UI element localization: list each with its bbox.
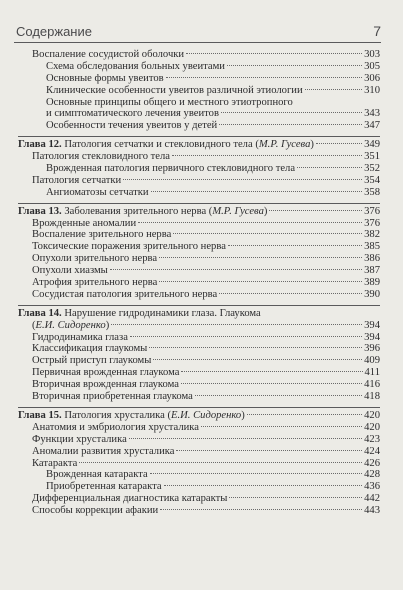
entry-page: 436 bbox=[364, 481, 380, 493]
dot-leader bbox=[228, 245, 362, 246]
dot-leader bbox=[173, 233, 362, 234]
dot-leader bbox=[150, 473, 362, 474]
entry-title: Классификация глаукомы bbox=[32, 343, 148, 355]
chapter-page: 349 bbox=[364, 139, 380, 151]
chapter-title: Глава 14. Нарушение гидродинамики глаза. Глаукома bbox=[18, 307, 261, 319]
dot-leader bbox=[219, 293, 362, 294]
entry-title: Ангиоматозы сетчатки bbox=[46, 186, 149, 198]
table-of-contents bbox=[18, 49, 380, 517]
entry-title: (Е.И. Сидоренко) bbox=[32, 319, 110, 331]
chapter-label: Глава 15. bbox=[18, 409, 62, 421]
dot-leader bbox=[159, 257, 362, 258]
entry-page: 305 bbox=[364, 60, 380, 72]
toc-entry bbox=[18, 505, 380, 517]
entry-page: 428 bbox=[364, 469, 380, 481]
toc-entry bbox=[18, 265, 380, 277]
entry-page: 409 bbox=[364, 355, 380, 367]
toc-entry bbox=[18, 391, 380, 403]
dot-leader bbox=[172, 155, 362, 156]
toc-entry bbox=[18, 85, 380, 97]
dot-leader bbox=[138, 222, 362, 223]
dot-leader bbox=[149, 347, 362, 348]
toc-entry bbox=[18, 422, 380, 434]
chapter-title: Глава 15. Патология хрусталика (Е.И. Сидоренко) bbox=[18, 409, 245, 421]
toc-entry bbox=[18, 49, 380, 61]
entry-page: 385 bbox=[364, 241, 380, 253]
dot-leader bbox=[219, 124, 362, 125]
entry-title: Катаракта bbox=[32, 457, 78, 469]
entry-page: 343 bbox=[364, 108, 380, 120]
chapter-heading bbox=[18, 139, 380, 151]
entry-page: 394 bbox=[364, 319, 380, 331]
entry-page: 382 bbox=[364, 229, 380, 241]
entry-page: 390 bbox=[364, 288, 380, 300]
entry-title: Сосудистая патология зрительного нерва bbox=[32, 288, 218, 300]
entry-title: Опухоли хиазмы bbox=[32, 265, 108, 277]
chapter-title: Глава 12. Патология сетчатки и стекловидного тела (М.Р. Гусева) bbox=[18, 139, 314, 151]
entry-title: Патология сетчатки bbox=[32, 174, 122, 186]
entry-title: Врожденная катаракта bbox=[46, 469, 148, 481]
toc-entry bbox=[18, 73, 380, 85]
toc-entry bbox=[18, 469, 380, 481]
dot-leader bbox=[159, 281, 362, 282]
entry-page: 426 bbox=[364, 457, 380, 469]
entry-title: Вторичная приобретенная глаукома bbox=[32, 391, 193, 403]
dot-leader bbox=[247, 414, 362, 415]
entry-title: Особенности течения увеитов у детей bbox=[46, 120, 218, 132]
chapter-label: Глава 13. bbox=[18, 205, 62, 217]
toc-section bbox=[18, 407, 380, 517]
toc-entry bbox=[18, 446, 380, 458]
toc-section bbox=[18, 49, 380, 132]
toc-entry bbox=[18, 289, 380, 301]
entry-page: 418 bbox=[364, 391, 380, 403]
toc-entry bbox=[18, 187, 380, 199]
toc-entry bbox=[18, 367, 380, 379]
toc-section bbox=[18, 136, 380, 198]
dot-leader bbox=[151, 191, 363, 192]
dot-leader bbox=[164, 485, 363, 486]
chapter-label: Глава 12. bbox=[18, 139, 62, 151]
dot-leader bbox=[130, 336, 362, 337]
toc-entry bbox=[18, 120, 380, 132]
entry-page: 306 bbox=[364, 72, 380, 84]
entry-page: 351 bbox=[364, 151, 380, 163]
toc-entry bbox=[18, 229, 380, 241]
dot-leader bbox=[305, 89, 362, 90]
dot-leader bbox=[181, 383, 362, 384]
chapter-page: 420 bbox=[364, 409, 380, 421]
entry-page: 411 bbox=[364, 367, 380, 379]
entry-title: Врожденные аномалии bbox=[32, 217, 137, 229]
chapter-heading bbox=[18, 206, 380, 218]
dot-leader bbox=[79, 462, 362, 463]
dot-leader bbox=[176, 450, 362, 451]
dot-leader bbox=[160, 509, 362, 510]
dot-leader bbox=[227, 65, 362, 66]
dot-leader bbox=[201, 426, 362, 427]
entry-page: 303 bbox=[364, 49, 380, 60]
entry-title: Первичная врожденная глаукома bbox=[32, 367, 180, 379]
toc-entry bbox=[18, 481, 380, 493]
dot-leader bbox=[297, 167, 362, 168]
dot-leader bbox=[229, 497, 362, 498]
chapter-author: Е.И. Сидоренко bbox=[35, 319, 106, 331]
chapter-author: Е.И. Сидоренко bbox=[171, 409, 242, 421]
entry-title: Приобретенная катаракта bbox=[46, 481, 162, 493]
toc-section bbox=[18, 203, 380, 301]
dot-leader bbox=[181, 371, 362, 372]
entry-page: 389 bbox=[364, 277, 380, 289]
entry-title: Способы коррекции афакии bbox=[32, 505, 159, 517]
toc-section bbox=[18, 305, 380, 403]
dot-leader bbox=[129, 438, 362, 439]
page-number: 7 bbox=[373, 23, 381, 39]
toc-entry bbox=[18, 175, 380, 187]
toc-entry bbox=[18, 355, 380, 367]
entry-page: 376 bbox=[364, 217, 380, 229]
entry-title: Острый приступ глаукомы bbox=[32, 355, 152, 367]
entry-page: 358 bbox=[364, 186, 380, 198]
dot-leader bbox=[123, 179, 362, 180]
toc-entry bbox=[18, 61, 380, 73]
entry-page: 386 bbox=[364, 253, 380, 265]
entry-title: Функции хрусталика bbox=[32, 433, 127, 445]
entry-page: 394 bbox=[364, 331, 380, 343]
toc-entry bbox=[18, 151, 380, 163]
toc-entry bbox=[18, 253, 380, 265]
entry-page: 443 bbox=[364, 505, 380, 517]
toc-entry bbox=[18, 108, 380, 120]
entry-page: 387 bbox=[364, 265, 380, 277]
entry-title: Гидродинамика глаза bbox=[32, 331, 128, 343]
entry-title: Основные принципы общего и местного этиотропного bbox=[46, 96, 293, 108]
chapter-page: 376 bbox=[364, 205, 380, 217]
chapter-title: Глава 13. Заболевания зрительного нерва (М.Р. Гусева) bbox=[18, 205, 268, 217]
entry-title: Вторичная врожденная глаукома bbox=[32, 379, 179, 391]
toc-entry bbox=[18, 332, 380, 344]
dot-leader bbox=[221, 112, 362, 113]
entry-title: Дифференциальная диагностика катаракты bbox=[32, 493, 228, 505]
entry-page: 352 bbox=[364, 163, 380, 175]
entry-title: Атрофия зрительного нерва bbox=[32, 277, 158, 289]
running-header bbox=[14, 20, 381, 43]
dot-leader bbox=[110, 269, 362, 270]
chapter-heading bbox=[18, 410, 380, 422]
entry-title: Токсические поражения зрительного нерва bbox=[32, 241, 226, 253]
chapter-label: Глава 14. bbox=[18, 307, 62, 319]
toc-entry bbox=[18, 434, 380, 446]
chapter-author: М.Р. Гусева bbox=[212, 205, 264, 217]
entry-title: Врожденная патология первичного стекловидного тела bbox=[46, 163, 296, 175]
entry-page: 420 bbox=[364, 421, 380, 433]
entry-title: Основные формы увеитов bbox=[46, 72, 164, 84]
chapter-author: М.Р. Гусева bbox=[258, 139, 311, 151]
dot-leader bbox=[269, 210, 362, 211]
entry-page: 423 bbox=[364, 433, 380, 445]
entry-title: Аномалии развития хрусталика bbox=[32, 445, 175, 457]
header-title: Содержание bbox=[16, 24, 92, 39]
entry-page: 347 bbox=[364, 120, 380, 132]
entry-page: 396 bbox=[364, 343, 380, 355]
entry-title: Клинические особенности увеитов различной этиологии bbox=[46, 84, 303, 96]
toc-entry bbox=[18, 97, 380, 109]
entry-title: Опухоли зрительного нерва bbox=[32, 253, 158, 265]
dot-leader bbox=[186, 53, 362, 54]
toc-entry bbox=[18, 218, 380, 230]
toc-entry bbox=[18, 379, 380, 391]
entry-title: и симптоматического лечения увеитов bbox=[46, 108, 219, 120]
dot-leader bbox=[316, 143, 362, 144]
dot-leader bbox=[166, 77, 362, 78]
chapter-heading bbox=[18, 308, 380, 320]
toc-entry bbox=[18, 241, 380, 253]
dot-leader bbox=[111, 324, 362, 325]
entry-title: Схема обследования больных увеитами bbox=[46, 60, 225, 72]
dot-leader bbox=[195, 395, 362, 396]
toc-entry bbox=[18, 277, 380, 289]
dot-leader bbox=[153, 359, 362, 360]
toc-entry bbox=[18, 320, 380, 332]
toc-entry bbox=[18, 493, 380, 505]
entry-title: Воспаление зрительного нерва bbox=[32, 229, 172, 241]
entry-title: Патология стекловидного тела bbox=[32, 151, 170, 163]
entry-page: 354 bbox=[364, 174, 380, 186]
entry-page: 416 bbox=[364, 379, 380, 391]
toc-entry bbox=[18, 458, 380, 470]
entry-page: 442 bbox=[364, 493, 380, 505]
entry-title: Анатомия и эмбриология хрусталика bbox=[32, 421, 199, 433]
entry-page: 310 bbox=[364, 84, 380, 96]
entry-page: 424 bbox=[364, 445, 380, 457]
toc-entry bbox=[18, 343, 380, 355]
entry-title: Воспаление сосудистой оболочки bbox=[32, 49, 185, 60]
toc-entry bbox=[18, 163, 380, 175]
